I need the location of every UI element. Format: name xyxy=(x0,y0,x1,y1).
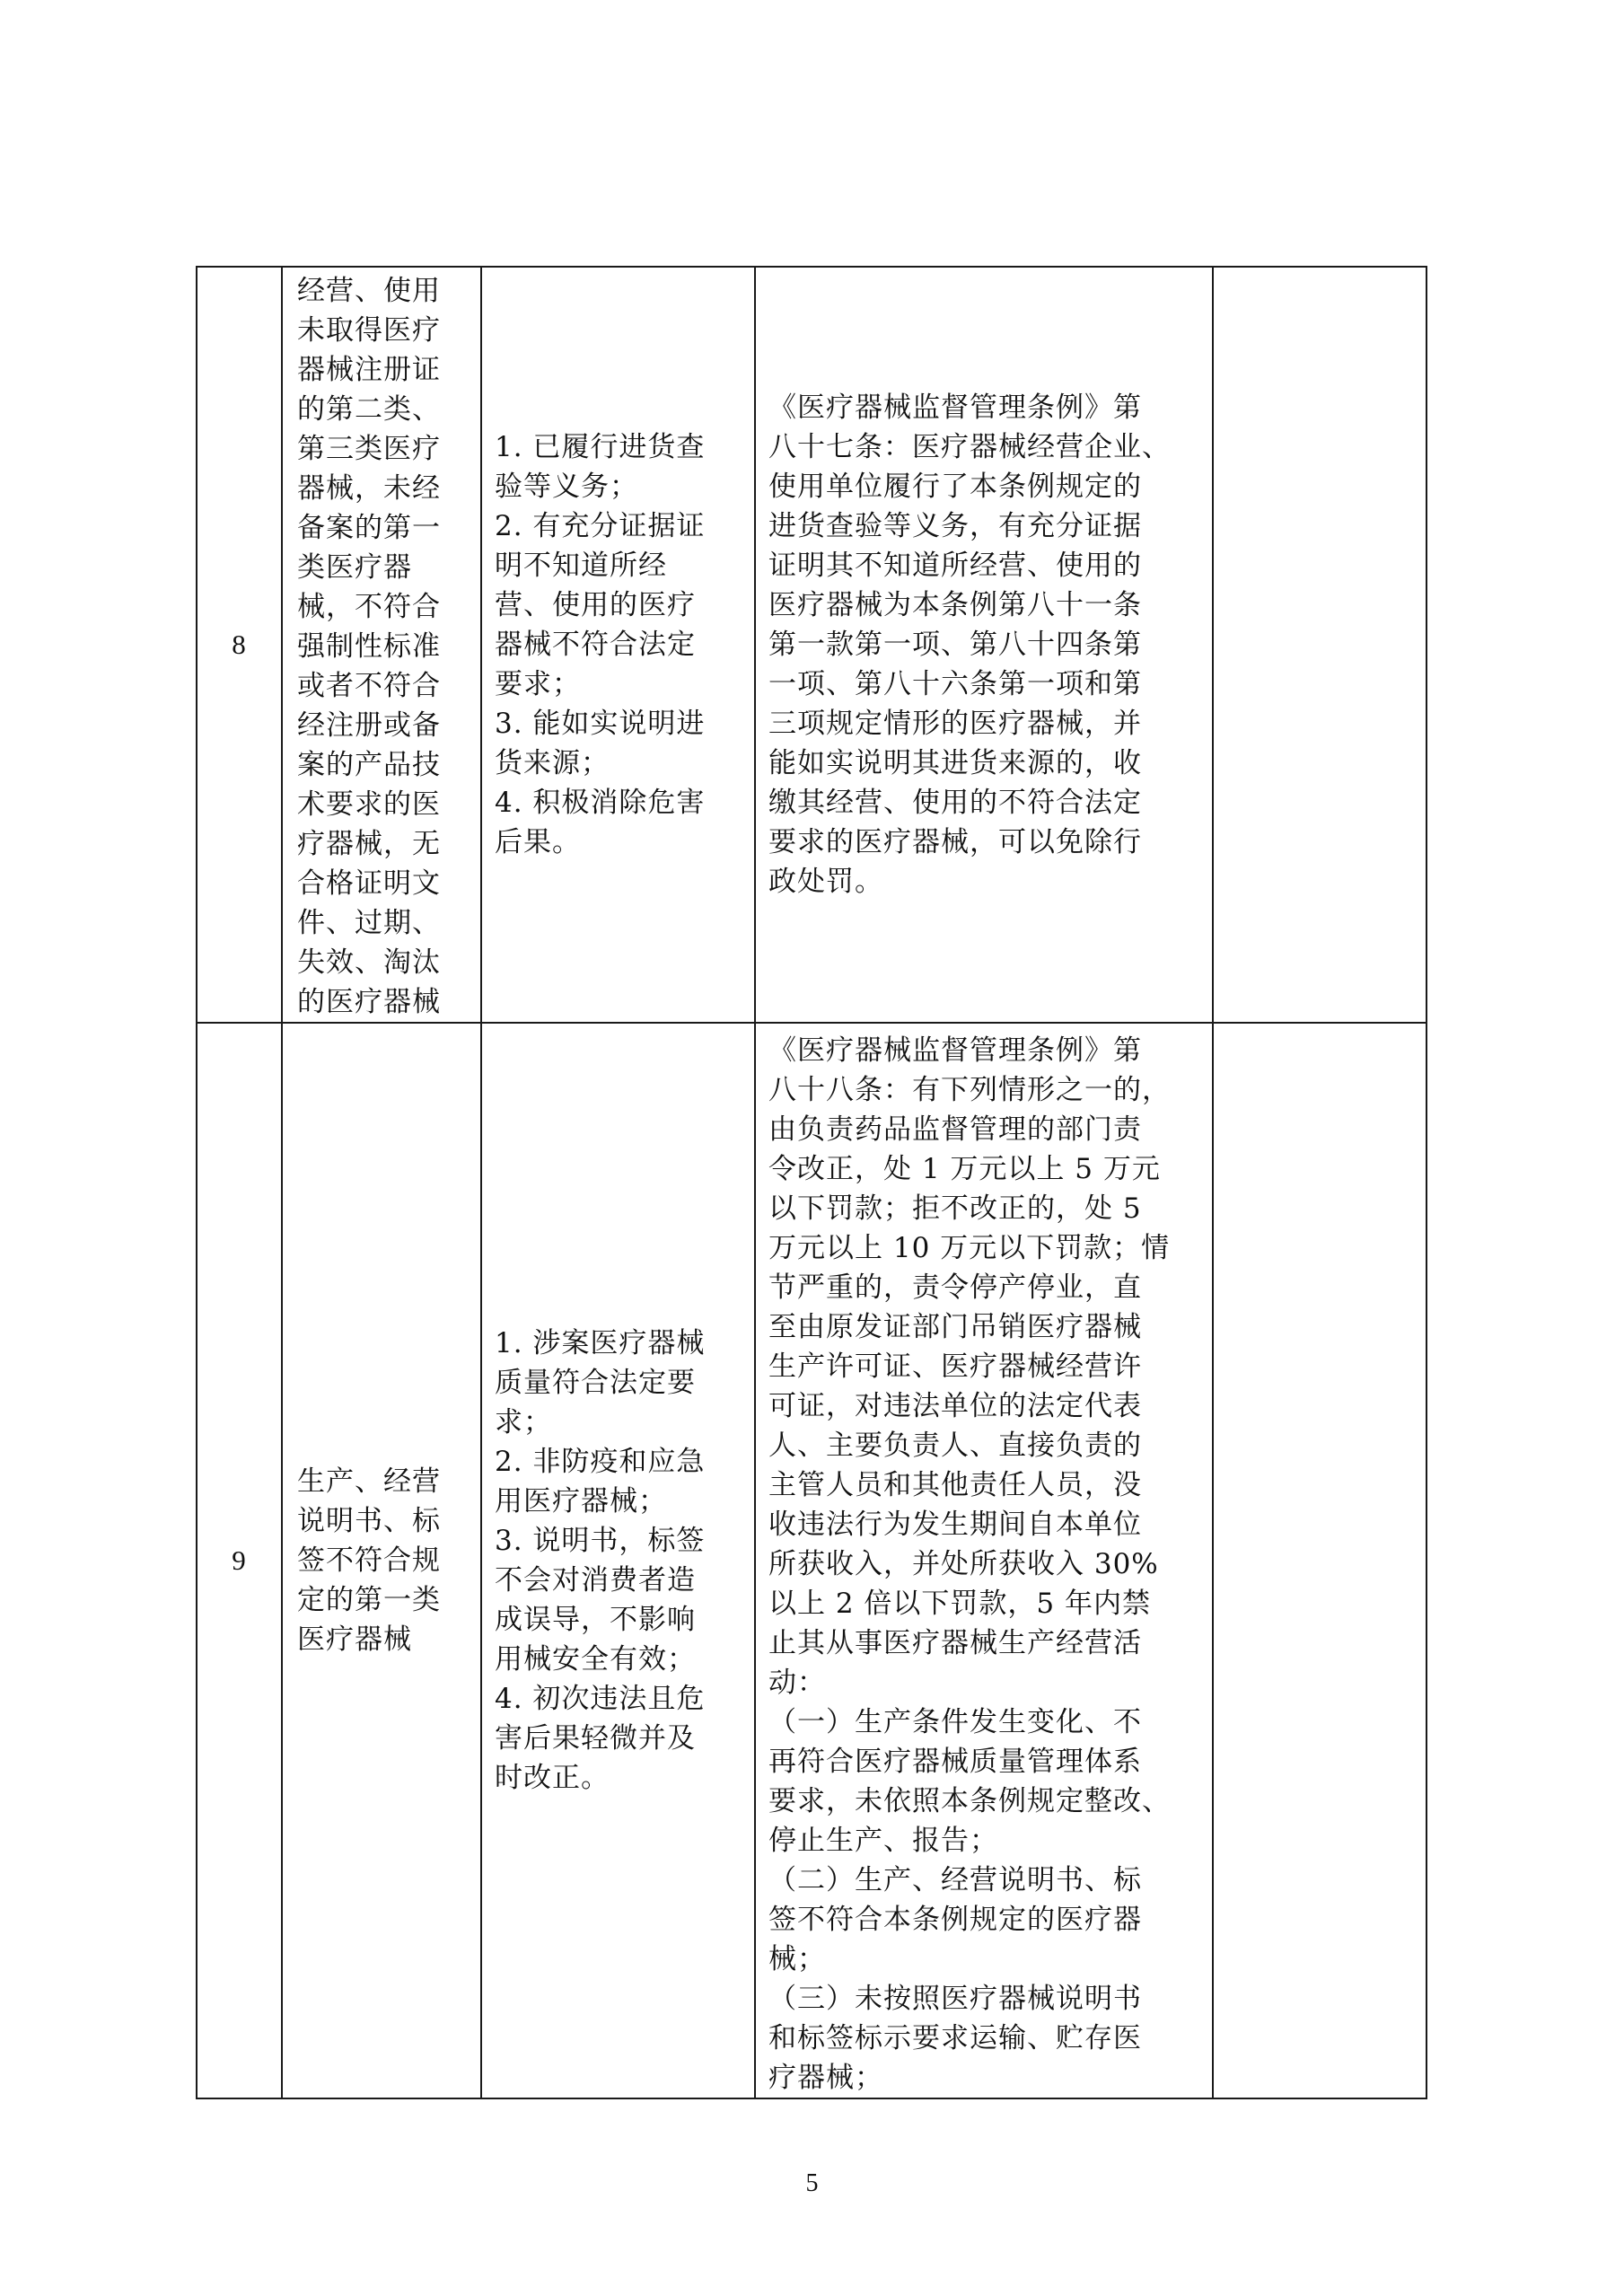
violation-situation-cell xyxy=(282,267,481,1023)
exemption-conditions-cell xyxy=(481,1023,755,2098)
violation-situation-text: 经营、使用 未取得医疗 器械注册证 的第二类、 第三类医疗 器械，未经 备案的第一 类医疗器 械，不符合 强制性标准 或者不符合 经注册或备 案的产品技 术要求的医 疗器械，无 合格证明文 件、过期、 失效、淘汰 的医疗器械 xyxy=(297,275,441,1018)
remark-cell xyxy=(1213,267,1426,1023)
remark-cell xyxy=(1213,1023,1426,2098)
exemption-conditions-text: 1. 涉案医疗器械 质量符合法定要 求； 2. 非防疫和应急 用医疗器械； 3. 说明书，标签 不会对消费者造 成误导，不影响 用械安全有效； 4. 初次违法且危 害后果轻微并及 时改正。 xyxy=(495,1327,706,1794)
legal-basis-text: 《医疗器械监督管理条例》第 八十八条：有下列情形之一的， 由负责药品监督管理的部门责 令改正，处 1 万元以上 5 万元 以下罚款；拒不改正的，处 5 万元以上 10 万元以下罚款；情 节严重的，责令停产停业，直 至由原发证部门吊销医疗器械 生产许可证、医疗器械经营许 可证，对违法单位的法定代表 人、主要负责人、直接负责的 主管人员和其他责任人员，没 收违法行为发生期间自本单位 所获收入，并处所获收入 30% 以上 2 倍以下罚款，5 年内禁 止其从事医疗器械生产经营活 动： （一）生产条件发生变化、不 再符合医疗器械质量管理体系 要求，未依照本条例规定整改、 停止生产、报告； （二）生产、经营说明书、标 签不符合本条例规定的医疗器 械； （三）未按照医疗器械说明书 和标签标示要求运输、贮存医 疗器械； xyxy=(768,1034,1171,2094)
row-number: 8 xyxy=(197,267,282,1023)
legal-basis-cell xyxy=(755,1023,1213,2098)
legal-basis-text: 《医疗器械监督管理条例》第 八十七条：医疗器械经营企业、 使用单位履行了本条例规定的 进货查验等义务，有充分证据 证明其不知道所经营、使用的 医疗器械为本条例第八十一条 第一款第一项、第八十四条第 一项、第八十六条第一项和第 三项规定情形的医疗器械，并 能如实说明其进货来源的，收 缴其经营、使用的不符合法定 要求的医疗器械，可以免除行 政处罚。 xyxy=(768,391,1171,898)
row-number: 9 xyxy=(197,1023,282,2098)
exemption-conditions-text: 1. 已履行进货查 验等义务； 2. 有充分证据证 明不知道所经 营、使用的医疗 器械不符合法定 要求； 3. 能如实说明进 货来源； 4. 积极消除危害 后果。 xyxy=(495,431,706,858)
violation-situation-text: 生产、经营 说明书、标 签不符合规 定的第一类 医疗器械 xyxy=(297,1465,441,1656)
legal-basis-cell xyxy=(755,267,1213,1023)
violation-situation-cell xyxy=(282,1023,481,2098)
table-row xyxy=(197,1023,1426,2098)
regulation-table xyxy=(196,266,1427,2099)
page-number: 5 xyxy=(805,2169,819,2197)
exemption-conditions-cell xyxy=(481,267,755,1023)
table-row xyxy=(197,267,1426,1023)
